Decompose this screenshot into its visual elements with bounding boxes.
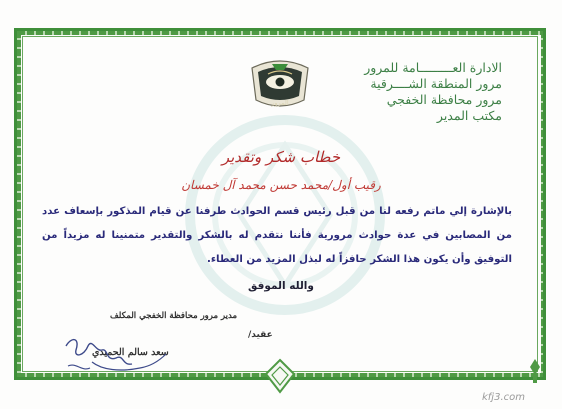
bottom-ornament-icon	[250, 356, 310, 396]
signatory-title: مدير مرور محافظة الخفجي المكلف	[110, 311, 238, 321]
logo-caption: المرور	[271, 99, 289, 107]
certificate-title: خطاب شكر وتقدير	[221, 148, 341, 166]
header-line-3: مرور محافظة الخفجي	[386, 92, 502, 107]
signatory-name: سعد سالم الحميدي	[92, 347, 169, 358]
signatory-rank: عقيد/	[248, 330, 273, 340]
recipient-name: رقيب أول/محمد حسن محمد آل خمسان	[181, 178, 381, 192]
corner-ornament-icon	[528, 357, 542, 385]
issuer-header	[364, 60, 502, 124]
header-line-1: الادارة العـــــــــامة للمرور	[364, 60, 502, 75]
site-watermark: kfj3.com	[482, 392, 525, 403]
header-line-2: مرور المنطقة الشــــرقية	[370, 76, 502, 91]
certificate-body: بالإشارة إلي ماتم رفعه لنا من قبل رئيس قسم الحوادث طرفنا عن قيام المذكور بإسعاف عدد من المصابين في عدة حوادث مرورية فأننا نتقدم له بالشكر والتقدير متمنينا له مزيداً من التوفيق وأن يكون هذا الشكر حافزاً له لبذل المزيد من العطاء.	[42, 206, 512, 265]
handwritten-signature	[62, 332, 172, 377]
header-line-4: مكتب المدير	[436, 108, 502, 123]
closing-line: والله الموفق	[248, 280, 314, 292]
